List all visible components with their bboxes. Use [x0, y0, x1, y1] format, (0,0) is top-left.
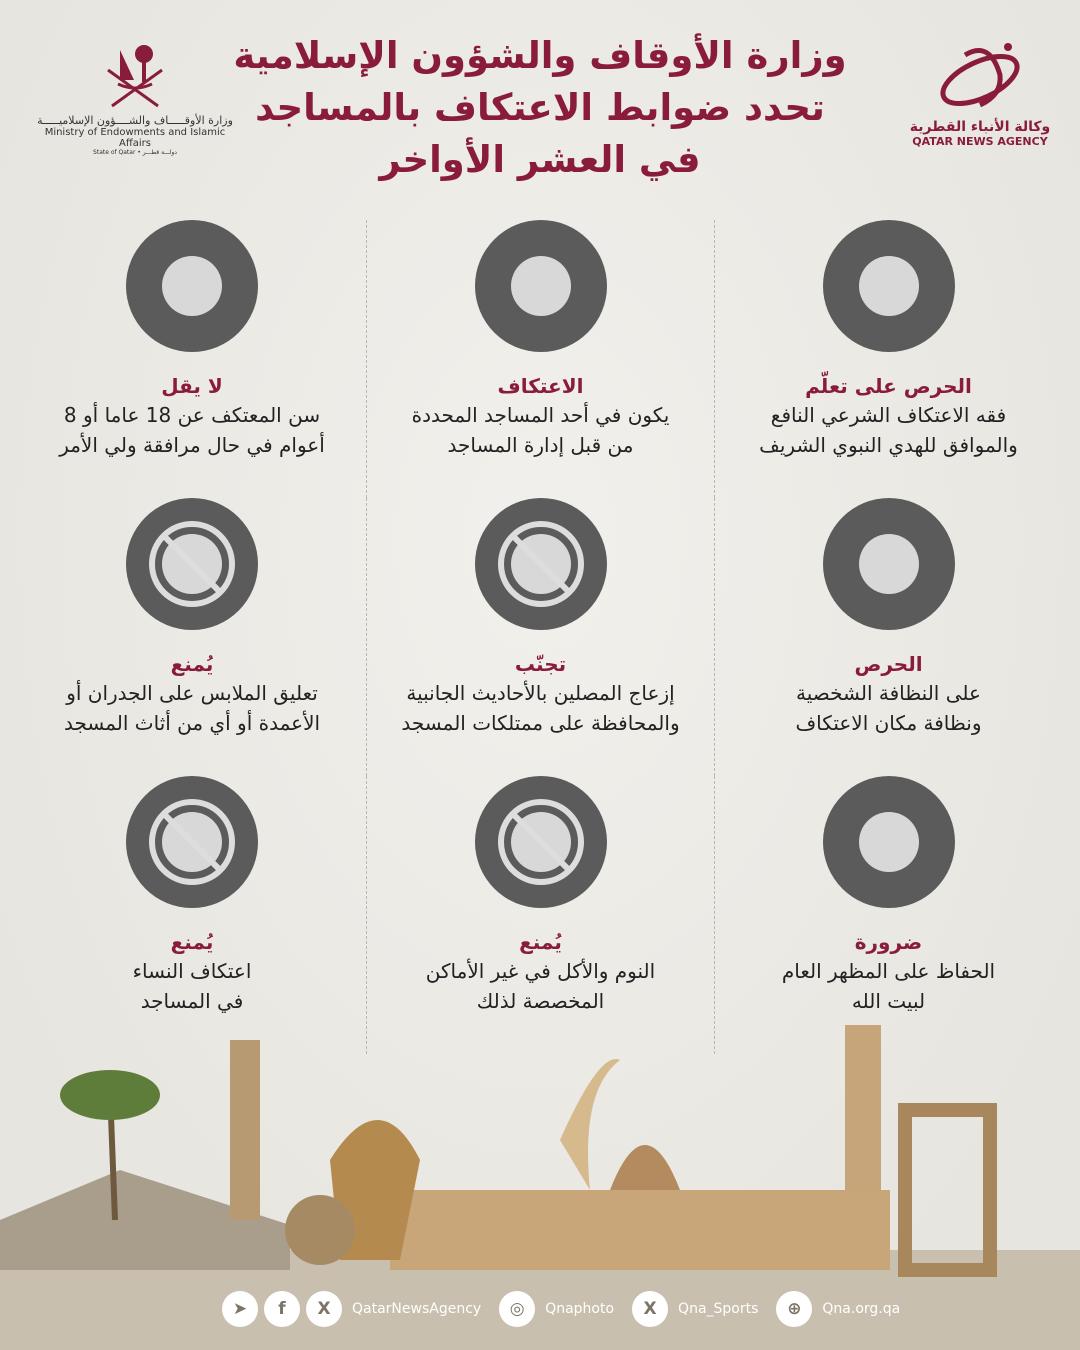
title-line: وزارة الأوقاف والشؤون الإسلامية [233, 34, 847, 77]
qna-name-en: QATAR NEWS AGENCY [912, 135, 1048, 148]
x-icon[interactable]: X [306, 1291, 342, 1327]
instagram-icon[interactable]: ◎ [499, 1291, 535, 1327]
rule-text: في المساجد [140, 989, 244, 1013]
rule-title: يُمنع [519, 930, 562, 954]
mosque-icon [823, 776, 955, 908]
no-women-icon [126, 776, 258, 908]
qna-emblem-icon [930, 35, 1030, 115]
rule-item [714, 498, 1062, 776]
rule-item [18, 776, 366, 1054]
rule-title: يُمنع [170, 652, 214, 676]
rule-text: تعليق الملابس على الجدران أو [66, 681, 318, 705]
x-icon[interactable]: X [632, 1291, 668, 1327]
globe-icon[interactable]: ⊕ [776, 1291, 812, 1327]
qna-name-ar: وكالة الأنباء القطرية [909, 119, 1051, 135]
rule-title: الحرص على تعلّم [805, 374, 972, 398]
rule-text: أعوام في حال مرافقة ولي الأمر [59, 433, 325, 457]
title-line: في العشر الأواخر [379, 138, 701, 181]
prostration-icon [823, 220, 955, 352]
social-handle[interactable]: Qna.org.qa [822, 1301, 901, 1317]
rule-text: والمحافظة على ممتلكات المسجد [401, 711, 680, 735]
cleaning-icon [823, 498, 955, 630]
rule-title: ضرورة [854, 930, 923, 954]
rule-text: من قبل إدارة المساجد [447, 433, 634, 457]
rule-item [18, 498, 366, 776]
rule-title: يُمنع [170, 930, 214, 954]
rule-text: يكون في أحد المساجد المحددة [411, 403, 670, 427]
no-food-icon [475, 776, 607, 908]
rule-text: النوم والأكل في غير الأماكن [425, 959, 656, 983]
rule-text: ونظافة مكان الاعتكاف [795, 711, 982, 735]
social-handle[interactable]: Qna_Sports [678, 1301, 759, 1317]
qatar-emblem-icon [100, 40, 170, 110]
rule-item [366, 220, 714, 498]
rule-text: المخصصة لذلك [476, 989, 605, 1013]
rule-text: على النظافة الشخصية [796, 681, 981, 705]
rule-text: سن المعتكف عن 18 عاما أو 8 [63, 403, 321, 427]
ministry-state: State of Qatar • دولـــة قطـــر [93, 149, 177, 156]
rule-title: الحرص [854, 652, 923, 676]
no-hanging-clothes-icon [126, 498, 258, 630]
ministry-name-ar: وزارة الأوقـــــاف والشــــؤون الإسلاميـــــة [37, 114, 233, 127]
facebook-icon[interactable]: f [264, 1291, 300, 1327]
parent-child-icon [126, 220, 258, 352]
ministry-name-en: Ministry of Endowments and Islamic Affairs [44, 127, 226, 149]
title-line: تحدد ضوابط الاعتكاف بالمساجد [255, 86, 825, 129]
social-footer [222, 1291, 912, 1327]
rule-item [366, 498, 714, 776]
social-handle[interactable]: Qnaphoto [545, 1301, 615, 1317]
rules-grid [18, 220, 1062, 1054]
qna-logo [905, 35, 1055, 148]
rule-item [714, 220, 1062, 498]
rule-item [366, 776, 714, 1054]
rule-text: الحفاظ على المظهر العام [781, 959, 996, 983]
telegram-icon[interactable]: ➤ [222, 1291, 258, 1327]
rule-title: الاعتكاف [497, 374, 584, 398]
rule-item [714, 776, 1062, 1054]
rule-title: تجنّب [514, 652, 567, 676]
rule-text: لبيت الله [851, 989, 926, 1013]
rule-text: فقه الاعتكاف الشرعي النافع [770, 403, 1007, 427]
rule-text: إزعاج المصلين بالأحاديث الجانبية [406, 681, 675, 705]
rule-title: لا يقل [161, 374, 223, 398]
rule-text: والموافق للهدي النبوي الشريف [759, 433, 1018, 457]
page-title [230, 30, 850, 186]
no-talking-icon [475, 498, 607, 630]
rule-text: الأعمدة أو أي من أثاث المسجد [63, 711, 321, 735]
social-handle[interactable]: QatarNewsAgency [352, 1301, 482, 1317]
rule-text: اعتكاف النساء [132, 959, 252, 983]
ministry-logo [30, 40, 240, 156]
rule-item [18, 220, 366, 498]
mihrab-icon [475, 220, 607, 352]
